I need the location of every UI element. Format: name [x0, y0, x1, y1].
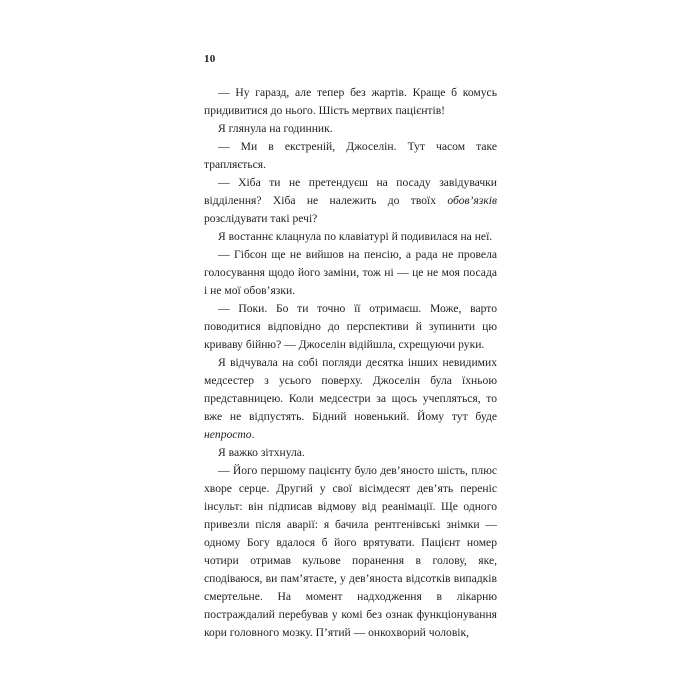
text-run: — Його першому пацієнту було дев’яносто шість, плюс хворе серце. Другий у свої вісімдесят дев’ять переніс інсульт: він підписав відмову від реанімації. Ще одного привезли після аварії: я бачила рентгенівські знімки — одному Богу вдалося б його врятувати. Пацієнт номер чотири отримав кульове поранення в голову, яке, сподіваюся, ви пам’ятаєте, у дев’яноста відсотків випадків смертельне. На момент надходження в лікарню постраждалий перебував у комі без ознак функціонування кори головного мозку. П’ятий — онкохворий чоловік, — [204, 464, 497, 639]
paragraph — [204, 120, 497, 138]
paragraph — [204, 444, 497, 462]
text-run: Я глянула на годинник. — [218, 122, 333, 135]
text-run: . — [251, 428, 255, 441]
text-run: — Гібсон ще не вийшов на пенсію, а рада не провела голосування щодо його заміни, тож ні — це не моя посада і не мої обов’язки. — [204, 248, 497, 297]
text-run: Я відчувала на собі погляди десятка інших невидимих медсестер з усього поверху. Джоселін була їхньою представницею. Коли медсестри за щось учепляться, то вже не відпустять. Бідний новенький. Йому тут буде — [204, 356, 497, 423]
text-run: Я востаннє клацнула по клавіатурі й подивилася на неї. — [218, 230, 493, 243]
emphasis-text: обов’язків — [447, 194, 497, 207]
paragraph — [204, 462, 497, 642]
paragraph — [204, 84, 497, 120]
text-run: — Ми в екстреній, Джоселін. Тут часом таке трапляється. — [204, 140, 497, 171]
paragraph — [204, 300, 497, 354]
paragraph — [204, 354, 497, 444]
text-run: — Хіба ти не претендуєш на посаду завідувачки відділення? Хіба не належить до твоїх — [204, 176, 497, 207]
text-run: — Поки. Бо ти точно її отримаєш. Може, варто поводитися відповідно до перспективи й зупинити цю криваву бійню? — Джоселін відійшла, схрещуючи руки. — [204, 302, 497, 351]
text-run: розслідувати такі речі? — [204, 212, 318, 225]
paragraph — [204, 138, 497, 174]
page-body-text — [204, 84, 497, 642]
paragraph — [204, 228, 497, 246]
paragraph — [204, 246, 497, 300]
text-run: Я важко зітхнула. — [218, 446, 305, 459]
paragraph — [204, 174, 497, 228]
emphasis-text: непросто — [204, 428, 252, 441]
text-run: — Ну гаразд, але тепер без жартів. Краще б комусь придивитися до нього. Шість мертвих пацієнтів! — [204, 86, 497, 117]
page-number: 10 — [204, 53, 216, 65]
